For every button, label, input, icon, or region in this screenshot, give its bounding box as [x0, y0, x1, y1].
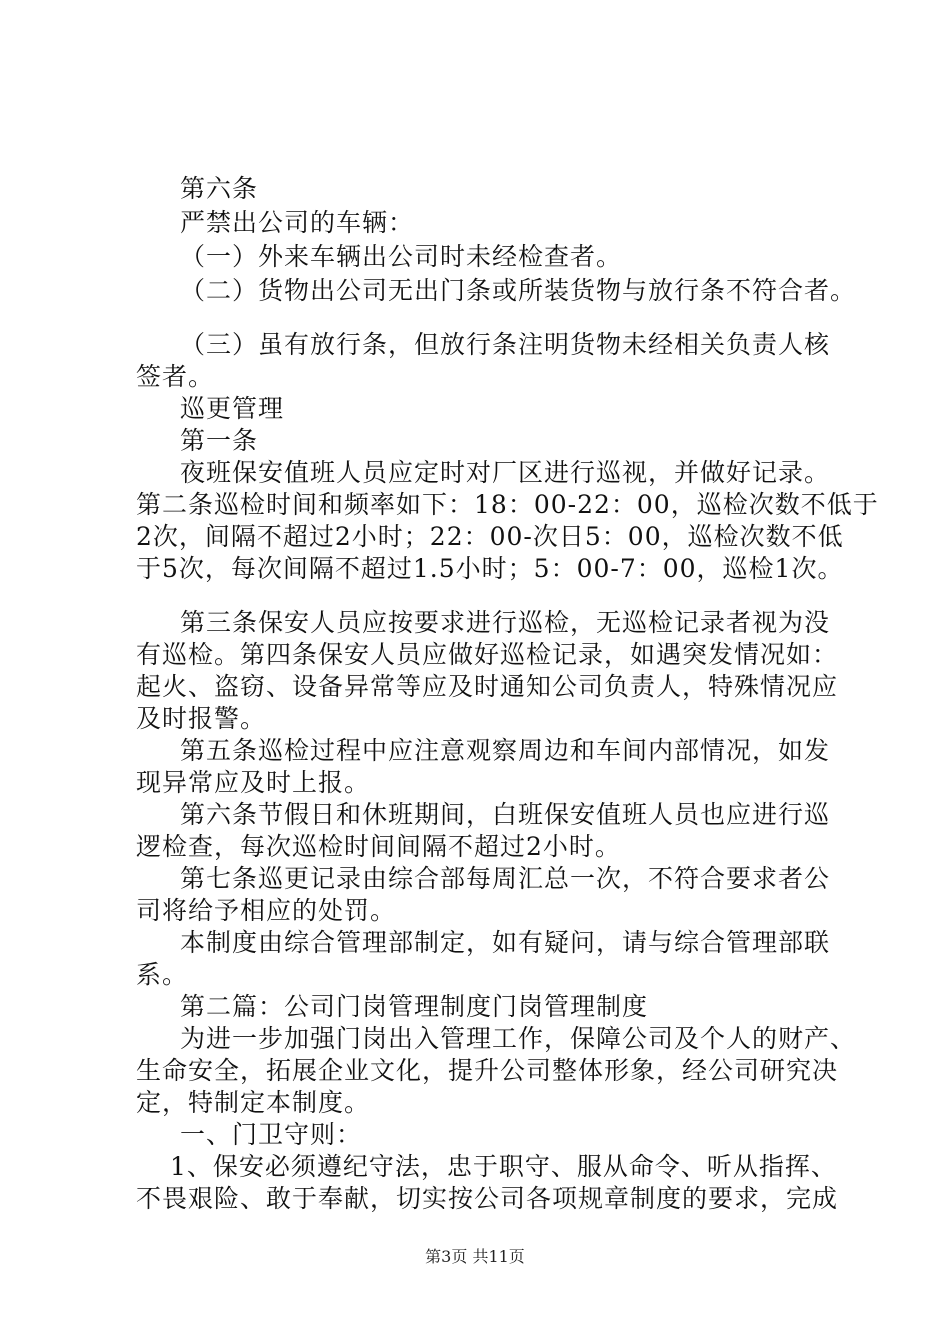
text-line: 第七条巡更记录由综合部每周汇总一次，不符合要求者公 [180, 864, 831, 893]
text-line: 系。 [136, 960, 189, 989]
text-line: （二）货物出公司无出门条或所装货物与放行条不符合者。 [180, 276, 857, 305]
text-line: （一）外来车辆出公司时未经检查者。 [180, 242, 623, 271]
text-line: 为进一步加强门岗出入管理工作，保障公司及个人的财产、 [180, 1024, 857, 1053]
text-line: 起火、盗窃、设备异常等应及时通知公司负责人，特殊情况应 [136, 672, 839, 701]
text-line: 有巡检。第四条保安人员应做好巡检记录，如遇突发情况如： [136, 640, 839, 669]
text-line: 签者。 [136, 362, 215, 391]
text-line: 夜班保安值班人员应定时对厂区进行巡视，并做好记录。 [180, 458, 831, 487]
text-line: 不畏艰险、敢于奉献，切实按公司各项规章制度的要求，完成 [136, 1184, 839, 1213]
text-line: （三）虽有放行条，但放行条注明货物未经相关负责人核 [180, 330, 831, 359]
text-line: 司将给予相应的处罚。 [136, 896, 397, 925]
text-line: 及时报警。 [136, 704, 267, 733]
text-line: 第五条巡检过程中应注意观察周边和车间内部情况，如发 [180, 736, 831, 765]
text-line: 1、保安必须遵纪守法，忠于职守、服从命令、听从指挥、 [170, 1152, 837, 1181]
text-line: 2次，间隔不超过2小时；22：00-次日5：00，巡检次数不低 [136, 522, 844, 551]
text-line: 逻检查，每次巡检时间间隔不超过2小时。 [136, 832, 621, 861]
section-heading: 巡更管理 [180, 394, 285, 423]
text-line: 一、门卫守则： [180, 1120, 363, 1149]
text-line: 第六条 [180, 174, 259, 203]
text-line: 第二条巡检时间和频率如下：18：00-22：00，巡检次数不低于 [136, 490, 879, 519]
text-line: 于5次，每次间隔不超过1.5小时；5：00-7：00，巡检1次。 [136, 554, 844, 583]
section-heading: 第二篇：公司门岗管理制度门岗管理制度 [180, 992, 649, 1021]
text-line: 第六条节假日和休班期间，白班保安值班人员也应进行巡 [180, 800, 831, 829]
text-line: 生命安全，拓展企业文化，提升公司整体形象，经公司研究决 [136, 1056, 839, 1085]
page-footer: 第3页 共11页 [425, 1247, 525, 1266]
text-line: 现异常应及时上报。 [136, 768, 371, 797]
text-line: 第一条 [180, 426, 259, 455]
text-line: 定，特制定本制度。 [136, 1088, 371, 1117]
text-line: 严禁出公司的车辆： [180, 208, 415, 237]
text-line: 本制度由综合管理部制定，如有疑问，请与综合管理部联 [180, 928, 831, 957]
text-line: 第三条保安人员应按要求进行巡检，无巡检记录者视为没 [180, 608, 831, 637]
